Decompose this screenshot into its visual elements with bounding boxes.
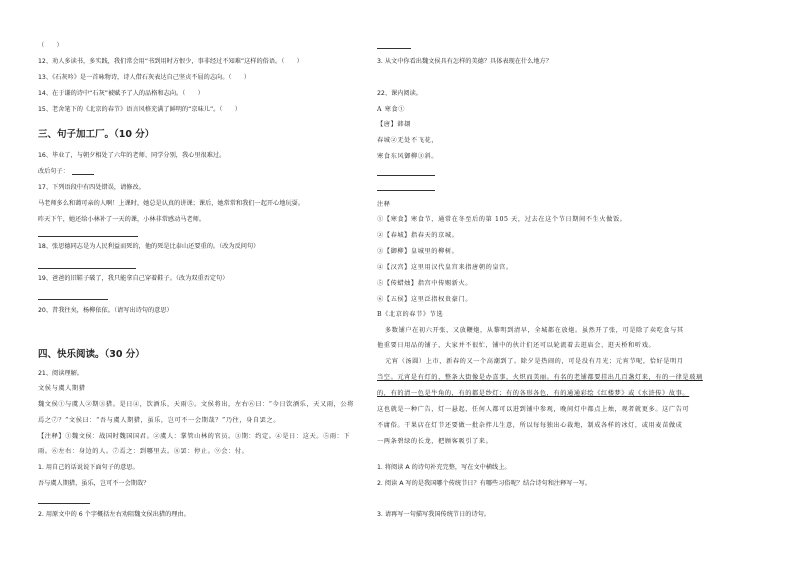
answer-blank[interactable] [72, 174, 94, 175]
section-a-title: A 寒食① [377, 106, 405, 113]
question-15: 15、老舍笔下的《北京的春节》语言风格充满了鲜明的“京味儿”。（ ） [38, 106, 241, 113]
reading-question-2: 2. 用原文中的 6 个字概括左右劝阻魏文侯出猎的理由。 [38, 511, 190, 518]
note-4: ④【汉宫】这里用汉代皇宫来指唐朝的皇宫。 [377, 264, 513, 271]
passage-b-line-8: 一两条碧绿的长龙，把顾客吸引了来。 [377, 438, 493, 445]
note-1: ①【寒食】寒食节，通常在冬至后的第 105 天，过去在这个节日期间不生火做饭。 [377, 216, 627, 223]
reading-question-3: 3. 从文中你看出魏文侯具有怎样的美德？具体表现在什么地方？ [377, 58, 552, 65]
section-b-title: B《北京的春节》节选 [377, 311, 444, 318]
poem-blank-1[interactable] [377, 175, 435, 176]
section-3-heading: 三、句子加工厂。（10 分） [38, 129, 155, 140]
question-22: 22、课内阅读。 [377, 90, 422, 97]
passage-b-line-4: 当空。元宵是有灯的，整条大街像是办喜事，火炽而美丽。有名的老铺都要挂出几百盏灯来，有的一律是玻璃 [377, 374, 703, 381]
question-20: 20、昔我往矣，杨柳依依。（请写出诗句的意思） [38, 307, 173, 314]
question-16: 16、毕业了，与朝夕相处了六年的老师、同学分别，我心里很难过。 [38, 152, 226, 159]
question-13: 13、《石灰吟》是一首咏物诗，诗人借石灰表达自己坚贞不屈的志向。（ ） [38, 74, 251, 81]
poem-question-1: 1. 将阅读 A 的诗句补充完整，写在文中横线上。 [377, 464, 511, 471]
question-19: 19、爸爸的旧鞋子破了，我只能拿自己穿着鞋子。（改为双重否定句） [38, 275, 229, 282]
answer-blank[interactable] [38, 236, 138, 237]
passage-a-line-1: 魏文侯①与虞人②期③猎。是日④，饮酒乐，天雨⑤。文侯将出，左右⑥曰：“今日饮酒乐，天又雨，公将 [38, 401, 354, 408]
poem-blank-2[interactable] [377, 190, 435, 191]
reading-question-1: 1. 用自己的话说说下面句子的意思。 [38, 464, 139, 471]
note-5: ⑤【传蜡烛】指宫中传赐新火。 [377, 280, 473, 287]
passage-a-notes-1: 【注释】①魏文侯：战国时魏国国君。②虞人：掌管山林的官员。③期：约定。④是日：这天。⑤雨：下 [38, 433, 351, 440]
section-4-heading: 四、快乐阅读。（30 分） [38, 349, 145, 360]
answer-blank[interactable] [38, 503, 90, 504]
poem-line-2: 寒食东风御柳③斜。 [377, 153, 439, 160]
passage-b-line-1: 多数铺户在初六开张，又放鞭炮，从黎明到清早，全城都在放炮。虽然开了张，可是除了卖吃食与其 [385, 327, 684, 334]
poem-question-3: 3. 请再写一句描写我国传统节日的诗句。 [377, 511, 491, 518]
answer-blank[interactable] [377, 48, 411, 49]
poem-line-1: 春城②无处不飞花， [377, 137, 439, 144]
question-17-passage-2: 昨天下午，她还给小林补了一天的课，小林非常感动马老师。 [38, 216, 206, 223]
passage-b-line-7: 不庸俗。干果店在灯节还要做一批杂拌儿生意，所以每每独出心裁地，制成各样的冰灯，或用麦苗做成 [377, 422, 683, 429]
passage-a-line-2: 焉之⑦？”文侯曰：“吾与虞人期猎，虽乐，岂可不一会期哉？”乃往，身自罢之。 [38, 417, 281, 424]
passage-b-line-5: 的，有的清一色是牛角的，有的都是纱灯；有的各形各色，有的通通彩绘《红楼梦》或《水浒传》故事。 [377, 390, 690, 397]
question-17-passage-1: 马老师多么和蔼可亲的人啊！上课时，她总是认真的讲课；课后，她常常和我们一起开心地玩耍。 [38, 200, 305, 207]
question-12: 12、劝人多读书，多实践，我们常会用“书到用时方恨少，事非经过不知难”这样的俗语。（ ） [38, 58, 303, 65]
notes-title: 注释 [377, 201, 391, 208]
passage-b-line-3: 元宵（汤圆）上市，新春的又一个高潮到了。除夕是热闹的，可是没有月光；元宵节呢，恰好是明月 [385, 358, 684, 365]
reading-question-1-sentence: 吾与虞人期猎，虽乐，岂可不一会期哉？ [38, 480, 150, 487]
answer-blank[interactable] [38, 299, 108, 300]
answer-paren: （ ） [38, 42, 63, 49]
passage-b-line-6: 这也就是一种广告，灯一悬起，任何人都可以进到铺中参观，晚间灯中都点上烛，观者就更多。这广告可 [377, 406, 690, 413]
note-2: ②【春城】指春天的京城。 [377, 232, 459, 239]
passage-b-line-2: 他重要日用品的铺子，大家并不很忙，铺中的伙计们还可以轮流着去逛庙会、逛天桥和听戏。 [377, 342, 656, 349]
passage-a-notes-2: 雨。⑥左右：身边的人。⑦焉之：到哪里去。⑧罢：停止。⑨会：付。 [38, 448, 249, 455]
passage-a-title: 文侯与虞人期猎 [38, 385, 86, 392]
question-18: 18、张思德同志是为人民利益而死的，他的死是比泰山还要重的。（改为反问句） [38, 243, 260, 250]
question-17: 17、下列语段中有四处错误，请修改。 [38, 184, 145, 191]
note-6: ⑥【五侯】这里泛指权贵豪门。 [377, 296, 473, 303]
question-16-answer-label: 改后句子： [38, 168, 69, 175]
question-14: 14、在于谦的诗中“石灰”被赋予了人的品格和志向。（ ） [38, 90, 204, 97]
note-3: ③【御柳】皇城里的柳树。 [377, 248, 459, 255]
poem-question-2: 2. 阅读 A 写的是我国哪个传统节日？有哪些习俗呢？结合诗句和注释写一写。 [377, 480, 592, 487]
answer-blank[interactable] [38, 268, 136, 269]
poem-author: 【唐】韩翃 [377, 121, 411, 128]
question-21: 21、阅读理解。 [38, 370, 83, 377]
